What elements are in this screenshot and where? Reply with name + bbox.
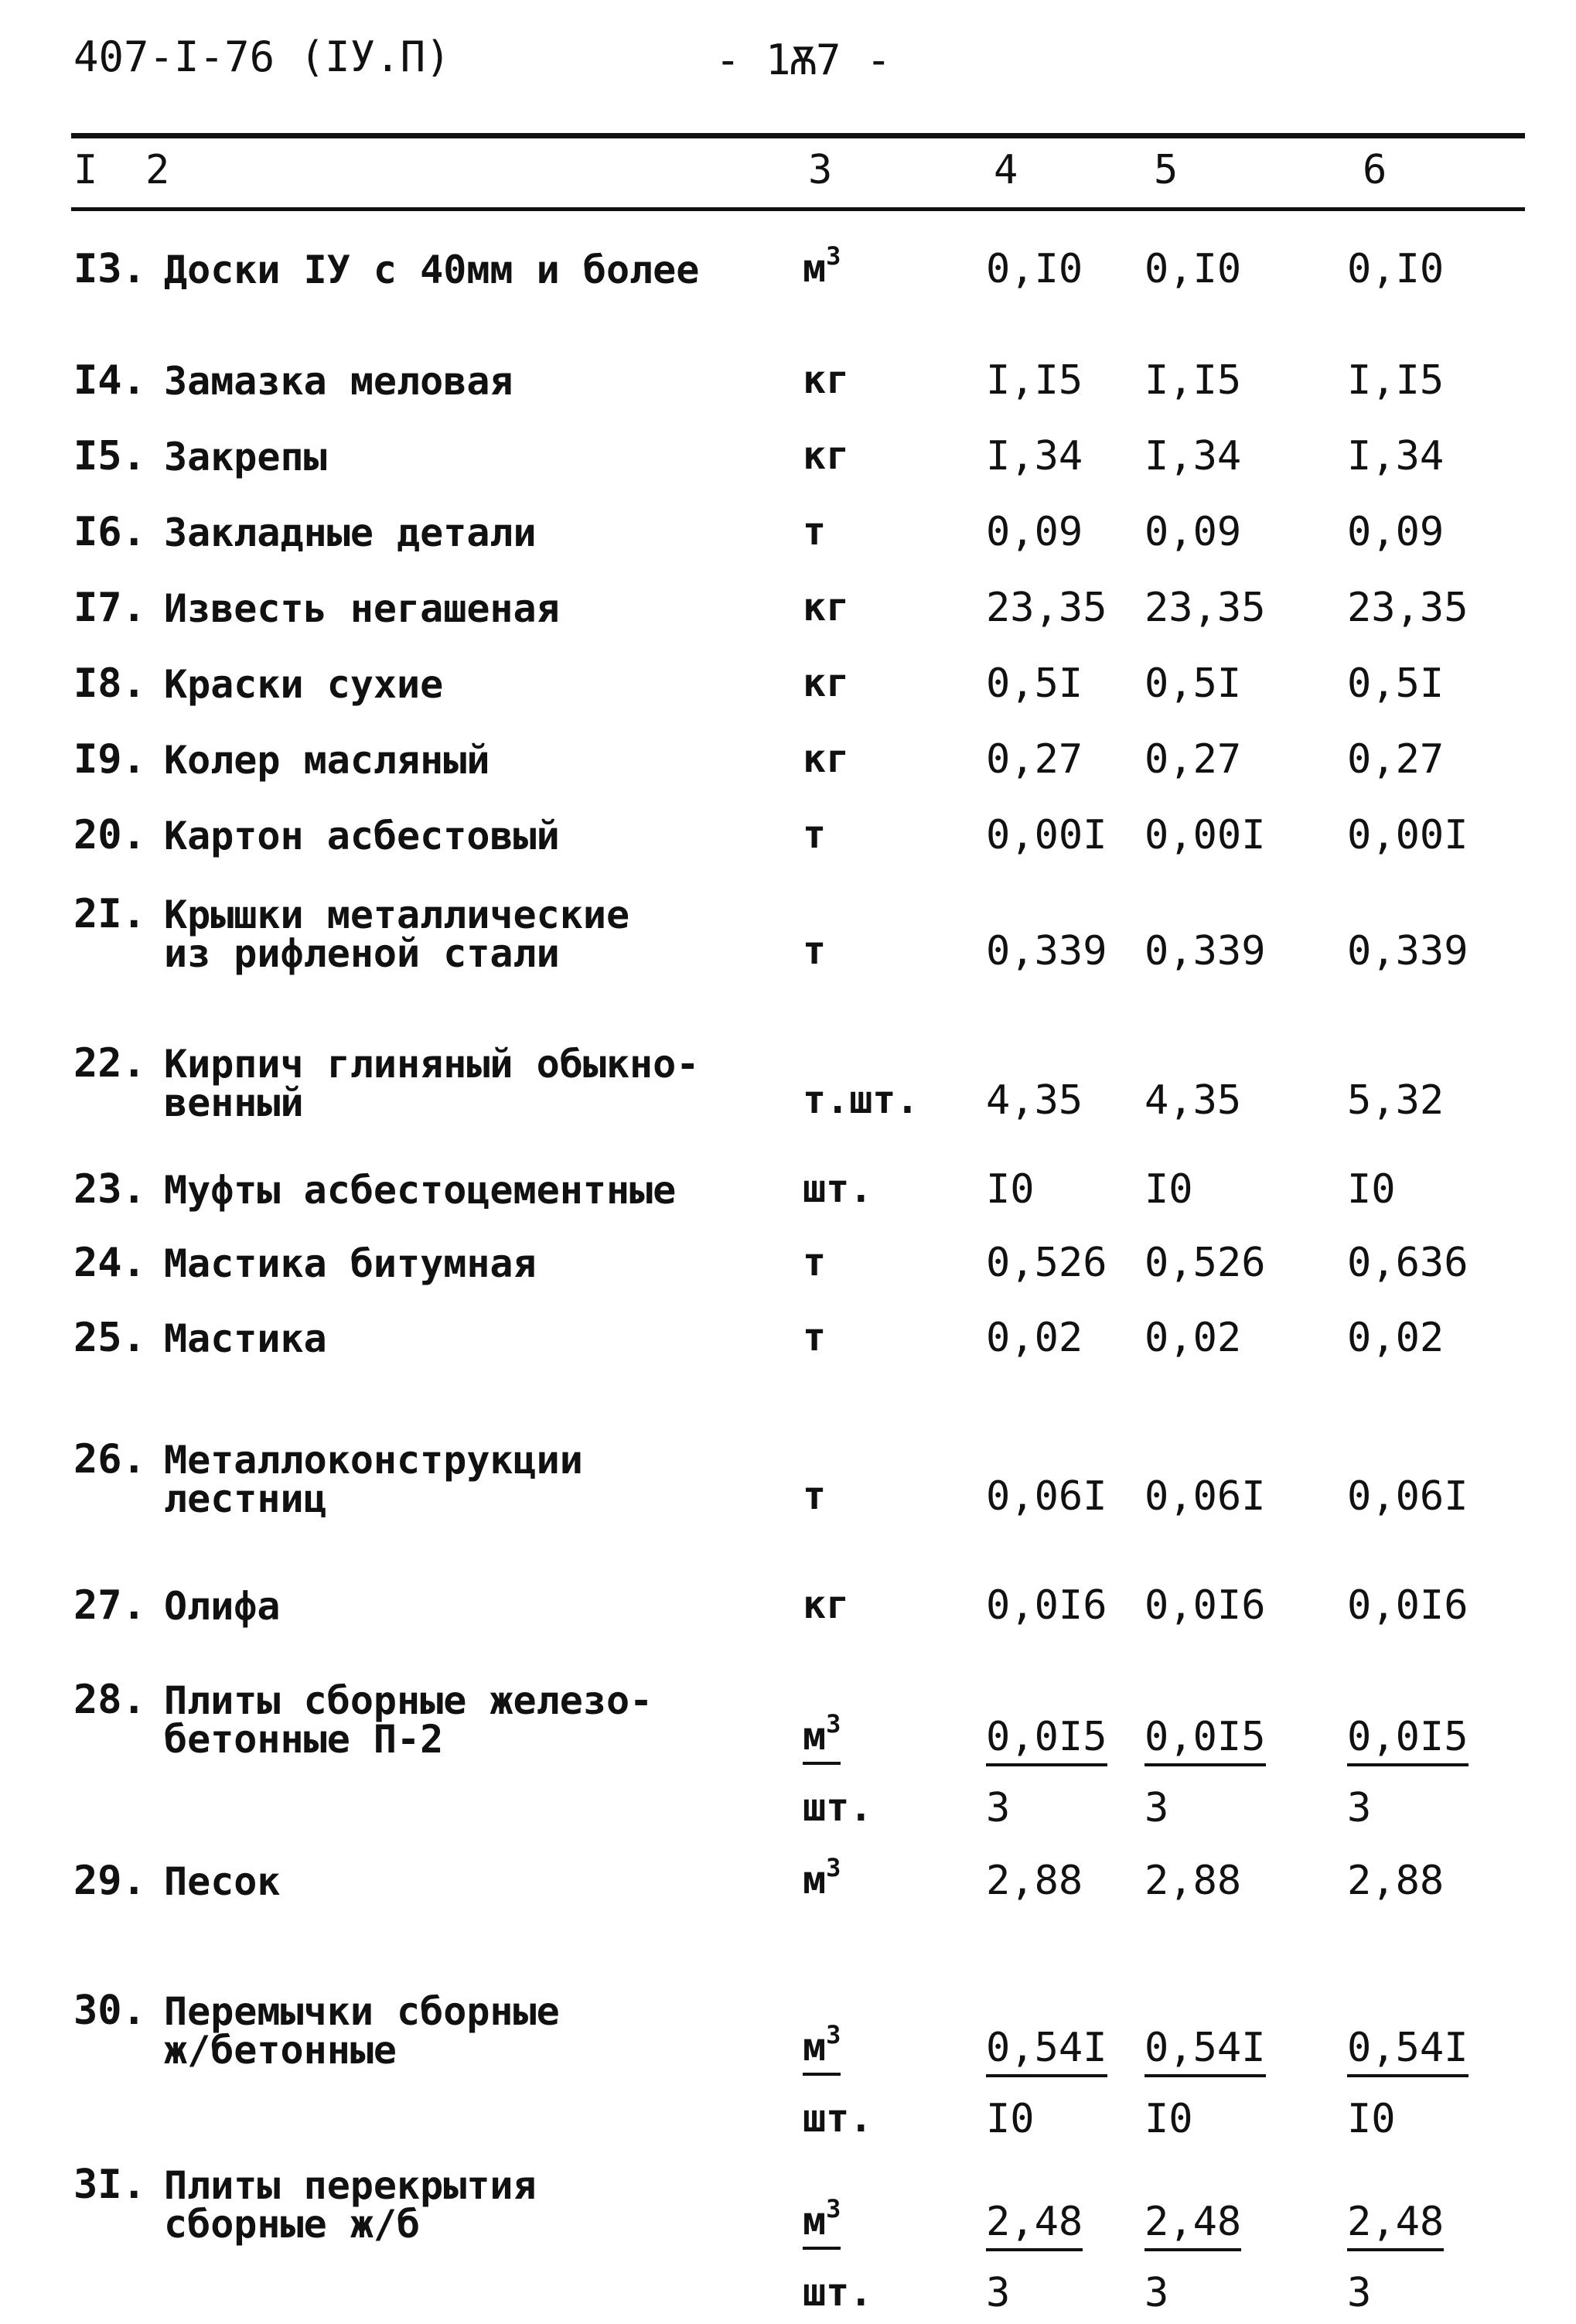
- unit-of-measure: [803, 660, 849, 705]
- quantity-col-6: [1347, 2025, 1469, 2077]
- row-number: 29.: [73, 1858, 146, 1904]
- material-name: ж/бетонные: [164, 2028, 397, 2073]
- quantity-col-5: [1144, 660, 1241, 707]
- unit-label: т: [803, 928, 827, 973]
- quantity-col-4: [986, 509, 1083, 555]
- quantity-col-5: [1144, 246, 1241, 292]
- quantity-value: 23,35: [1347, 585, 1469, 631]
- material-name: венный: [164, 1080, 304, 1125]
- unit-label: т: [803, 509, 827, 554]
- unit-label: кг: [803, 1582, 850, 1627]
- quantity-col-4: [986, 1240, 1107, 1286]
- unit-of-measure-secondary: шт.: [803, 1785, 873, 1830]
- quantity-value: 0,I0: [1347, 246, 1445, 292]
- quantity-value: 5,32: [1347, 1077, 1445, 1124]
- quantity-value: 0,0I6: [986, 1582, 1107, 1629]
- quantity-col-4: [986, 1473, 1107, 1520]
- quantity-value: 0,0I6: [1144, 1582, 1266, 1629]
- unit-label: т.шт.: [803, 1077, 919, 1122]
- row-number: I6.: [73, 509, 146, 555]
- material-name: Олифа: [164, 1584, 281, 1629]
- material-name: Мастика битумная: [164, 1241, 537, 1286]
- unit-of-measure: [803, 357, 849, 402]
- quantity-value: 0,5I: [1144, 660, 1242, 707]
- quantity-col-4: [986, 660, 1083, 707]
- material-name: бетонные П-2: [164, 1717, 444, 1762]
- row-number: 23.: [73, 1166, 146, 1213]
- unit-of-measure: [803, 736, 849, 781]
- quantity-col-5: [1144, 928, 1266, 974]
- quantity-value: 0,5I: [986, 660, 1083, 707]
- material-name: Песок: [164, 1859, 281, 1904]
- table-top-rule: [71, 133, 1525, 138]
- row-number: 26.: [73, 1436, 146, 1483]
- row-number: I9.: [73, 736, 146, 783]
- quantity-col-6: [1347, 2199, 1444, 2251]
- unit-label: т: [803, 1315, 827, 1360]
- column-header-3: 3: [808, 147, 833, 193]
- quantity-col-6: [1347, 736, 1444, 783]
- row-number: 30.: [73, 1988, 146, 2034]
- quantity-value: 0,09: [986, 509, 1083, 555]
- quantity-value: 0,I0: [986, 246, 1083, 292]
- quantity-col-5: [1144, 1858, 1241, 1904]
- material-name: Перемычки сборные: [164, 1989, 560, 2034]
- quantity-value: 0,27: [1144, 736, 1242, 783]
- quantity-col-5: [1144, 1240, 1266, 1286]
- column-header-4: 4: [994, 147, 1018, 193]
- quantity-pieces-col-5: 3: [1144, 2270, 1169, 2316]
- quantity-col-6: [1347, 928, 1469, 974]
- material-name: Кирпич глиняный обыкно-: [164, 1042, 700, 1087]
- quantity-col-4: [986, 2025, 1107, 2077]
- quantity-col-6: [1347, 509, 1444, 555]
- quantity-value: 0,06I: [1347, 1473, 1469, 1520]
- quantity-col-4: [986, 246, 1083, 292]
- quantity-col-6: [1347, 1858, 1444, 1904]
- column-header-6: 6: [1363, 147, 1387, 193]
- unit-label: кг: [803, 433, 850, 478]
- quantity-value: 0,27: [986, 736, 1083, 783]
- unit-of-measure: [803, 1709, 841, 1765]
- quantity-value: 0,54I: [986, 2025, 1107, 2077]
- material-name: Плиты перекрытия: [164, 2163, 537, 2208]
- material-name: Замазка меловая: [164, 359, 513, 404]
- material-name: лестниц: [164, 1476, 327, 1521]
- quantity-value: 2,48: [1347, 2199, 1444, 2251]
- quantity-value: 0,526: [986, 1240, 1107, 1286]
- unit-label: кг: [803, 736, 850, 781]
- quantity-value: 0,339: [1347, 928, 1469, 974]
- quantity-col-4: [986, 357, 1083, 404]
- quantity-col-6: [1347, 1240, 1469, 1286]
- quantity-value: 2,88: [986, 1858, 1083, 1904]
- quantity-col-6: [1347, 1315, 1444, 1361]
- unit-of-measure: [803, 509, 826, 554]
- quantity-value: 0,339: [1144, 928, 1266, 974]
- quantity-col-6: [1347, 585, 1469, 631]
- quantity-value: 0,00I: [1347, 812, 1469, 858]
- quantity-value: I,I5: [1144, 357, 1242, 404]
- unit-of-measure-secondary: шт.: [803, 2096, 873, 2141]
- material-name: Муфты асбестоцементные: [164, 1168, 677, 1213]
- quantity-col-5: [1144, 1473, 1266, 1520]
- unit-of-measure: [803, 1240, 826, 1285]
- quantity-col-4: [986, 1714, 1107, 1766]
- quantity-col-5: [1144, 1315, 1241, 1361]
- quantity-col-5: [1144, 2199, 1241, 2251]
- quantity-col-4: [986, 736, 1083, 783]
- quantity-col-5: [1144, 1582, 1266, 1629]
- quantity-pieces-col-4: I0: [986, 2096, 1035, 2142]
- quantity-value: 0,I0: [1144, 246, 1242, 292]
- quantity-col-5: [1144, 2025, 1266, 2077]
- quantity-value: 0,06I: [1144, 1473, 1266, 1520]
- quantity-value: 2,88: [1144, 1858, 1242, 1904]
- quantity-col-5: [1144, 357, 1241, 404]
- column-header-2: 2: [145, 147, 170, 193]
- unit-of-measure: [803, 585, 849, 630]
- quantity-col-4: [986, 1315, 1083, 1361]
- quantity-col-4: [986, 928, 1107, 974]
- unit-label: $м^3$: [803, 1714, 841, 1765]
- unit-of-measure: [803, 1166, 872, 1211]
- unit-of-measure: [803, 1853, 841, 1903]
- row-number: 20.: [73, 812, 146, 858]
- quantity-pieces-col-6: 3: [1347, 2270, 1372, 2316]
- quantity-value: 0,09: [1347, 509, 1445, 555]
- quantity-value: 0,339: [986, 928, 1107, 974]
- unit-of-measure: [803, 433, 849, 478]
- quantity-value: 0,02: [1144, 1315, 1242, 1361]
- quantity-value: I0: [1144, 1166, 1193, 1213]
- quantity-value: 0,06I: [986, 1473, 1107, 1520]
- quantity-value: 0,09: [1144, 509, 1242, 555]
- quantity-col-4: [986, 812, 1107, 858]
- material-name: Плиты сборные железо-: [164, 1678, 653, 1723]
- unit-label: шт.: [803, 1166, 873, 1211]
- quantity-pieces-col-6: I0: [1347, 2096, 1396, 2142]
- quantity-value: 0,54I: [1144, 2025, 1266, 2077]
- quantity-value: I,34: [1347, 433, 1445, 479]
- quantity-value: 0,0I5: [1347, 1714, 1469, 1766]
- table-header-rule: [71, 207, 1525, 211]
- quantity-value: 0,00I: [986, 812, 1107, 858]
- quantity-value: I,34: [1144, 433, 1242, 479]
- quantity-col-4: [986, 1582, 1107, 1629]
- unit-label: т: [803, 1473, 827, 1518]
- quantity-col-6: [1347, 1714, 1469, 1766]
- material-name: Металлоконструкции: [164, 1438, 583, 1483]
- quantity-col-5: [1144, 1166, 1193, 1213]
- unit-of-measure: [803, 1077, 919, 1122]
- unit-label: $м^3$: [803, 1853, 841, 1903]
- quantity-col-5: [1144, 509, 1241, 555]
- row-number: 3I.: [73, 2162, 146, 2208]
- quantity-col-6: [1347, 246, 1444, 292]
- quantity-col-6: [1347, 1166, 1396, 1213]
- material-name: Краски сухие: [164, 662, 444, 707]
- quantity-value: 0,0I5: [986, 1714, 1107, 1766]
- unit-of-measure: [803, 812, 826, 857]
- unit-label: т: [803, 1240, 827, 1285]
- quantity-col-6: [1347, 812, 1469, 858]
- material-name: Закрепы: [164, 435, 327, 479]
- quantity-value: 0,636: [1347, 1240, 1469, 1286]
- quantity-value: 0,02: [1347, 1315, 1445, 1361]
- quantity-col-5: [1144, 812, 1266, 858]
- quantity-col-4: [986, 433, 1083, 479]
- material-name: сборные ж/б: [164, 2202, 421, 2247]
- row-number: 2I.: [73, 891, 146, 937]
- quantity-value: 0,27: [1347, 736, 1445, 783]
- page-number: - 1Ѫ7 -: [715, 36, 892, 84]
- quantity-value: I,34: [986, 433, 1083, 479]
- unit-label: $м^3$: [803, 241, 841, 291]
- quantity-value: 0,0I5: [1144, 1714, 1266, 1766]
- material-name: Картон асбестовый: [164, 814, 560, 858]
- quantity-pieces-col-5: 3: [1144, 1785, 1169, 1831]
- unit-label: кг: [803, 660, 850, 705]
- quantity-pieces-col-4: 3: [986, 1785, 1011, 1831]
- row-number: 25.: [73, 1315, 146, 1361]
- quantity-value: 0,02: [986, 1315, 1083, 1361]
- quantity-value: 0,5I: [1347, 660, 1445, 707]
- unit-label: $м^3$: [803, 2025, 841, 2076]
- quantity-value: 4,35: [986, 1077, 1083, 1124]
- row-number: I3.: [73, 246, 146, 292]
- quantity-value: 2,48: [1144, 2199, 1241, 2251]
- unit-of-measure: [803, 2020, 841, 2076]
- row-number: 27.: [73, 1582, 146, 1629]
- material-name: Закладные детали: [164, 510, 537, 555]
- unit-of-measure: [803, 1315, 826, 1360]
- quantity-value: I,I5: [986, 357, 1083, 404]
- quantity-col-6: [1347, 1582, 1469, 1629]
- row-number: I7.: [73, 585, 146, 631]
- quantity-value: I,I5: [1347, 357, 1445, 404]
- material-name: Доски IУ с 40мм и более: [164, 247, 700, 292]
- quantity-value: 0,54I: [1347, 2025, 1469, 2077]
- unit-label: кг: [803, 585, 850, 630]
- quantity-col-6: [1347, 1077, 1444, 1124]
- quantity-value: I0: [1347, 1166, 1396, 1213]
- material-name: Крышки металлические: [164, 892, 630, 937]
- quantity-value: 4,35: [1144, 1077, 1242, 1124]
- unit-of-measure: [803, 928, 826, 973]
- quantity-col-4: [986, 1077, 1083, 1124]
- row-number: 28.: [73, 1677, 146, 1723]
- unit-of-measure: [803, 1473, 826, 1518]
- quantity-col-5: [1144, 1714, 1266, 1766]
- quantity-col-6: [1347, 660, 1444, 707]
- unit-of-measure-secondary: шт.: [803, 2270, 873, 2315]
- column-header-5: 5: [1154, 147, 1179, 193]
- quantity-value: 2,48: [986, 2199, 1083, 2251]
- row-number: I5.: [73, 433, 146, 479]
- unit-of-measure: [803, 1582, 849, 1627]
- unit-label: т: [803, 812, 827, 857]
- unit-of-measure: [803, 2194, 841, 2250]
- material-name: Известь негашеная: [164, 586, 560, 631]
- quantity-pieces-col-4: 3: [986, 2270, 1011, 2316]
- quantity-pieces-col-5: I0: [1144, 2096, 1193, 2142]
- quantity-value: 2,88: [1347, 1858, 1445, 1904]
- material-name: из рифленой стали: [164, 931, 560, 976]
- quantity-value: 0,00I: [1144, 812, 1266, 858]
- quantity-col-5: [1144, 585, 1266, 631]
- quantity-col-6: [1347, 433, 1444, 479]
- quantity-col-4: [986, 1166, 1035, 1213]
- quantity-col-5: [1144, 736, 1241, 783]
- row-number: 22.: [73, 1040, 146, 1087]
- column-header-1: I: [73, 147, 98, 193]
- quantity-col-6: [1347, 357, 1444, 404]
- quantity-value: 23,35: [1144, 585, 1266, 631]
- quantity-col-5: [1144, 1077, 1241, 1124]
- material-name: Мастика: [164, 1316, 327, 1361]
- quantity-col-4: [986, 1858, 1083, 1904]
- quantity-col-6: [1347, 1473, 1469, 1520]
- quantity-pieces-col-6: 3: [1347, 1785, 1372, 1831]
- quantity-value: 23,35: [986, 585, 1107, 631]
- row-number: 24.: [73, 1240, 146, 1286]
- quantity-value: I0: [986, 1166, 1035, 1213]
- unit-label: $м^3$: [803, 2199, 841, 2250]
- quantity-col-4: [986, 585, 1107, 631]
- material-name: Колер масляный: [164, 738, 490, 783]
- row-number: I8.: [73, 660, 146, 707]
- quantity-value: 0,526: [1144, 1240, 1266, 1286]
- unit-label: кг: [803, 357, 850, 402]
- unit-of-measure: [803, 241, 841, 291]
- quantity-col-4: [986, 2199, 1083, 2251]
- document-code: 407-I-76 (IУ.П): [73, 32, 451, 81]
- quantity-value: 0,0I6: [1347, 1582, 1469, 1629]
- quantity-col-5: [1144, 433, 1241, 479]
- row-number: I4.: [73, 357, 146, 404]
